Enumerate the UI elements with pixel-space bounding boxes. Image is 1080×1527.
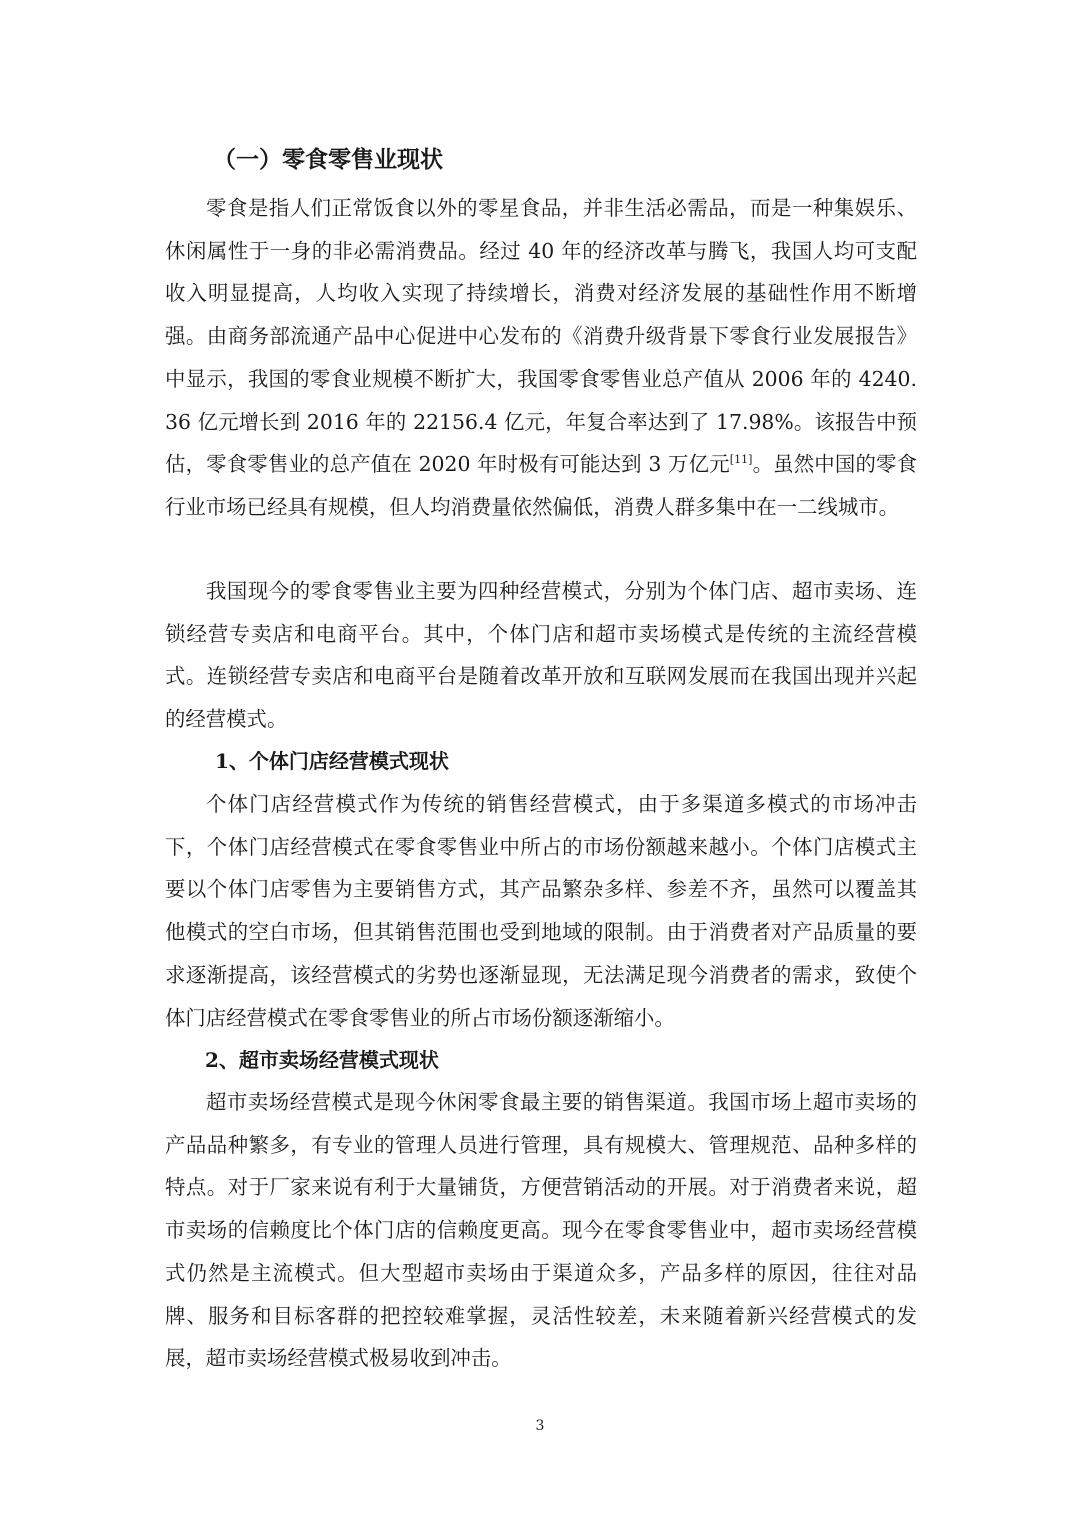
paragraph-snack-definition: [165, 187, 917, 529]
paragraph-text: 零食是指人们正常饭食以外的零星食品，并非生活必需品，而是一种集娱乐、休闲属性于一身的非必需消费品。经过 40 年的经济改革与腾飞，我国人均可支配收入明显提高，人均收入实现了持续增长，消费对经济发展的基础性作用不断增强。由商务部流通产品中心促进中心发布的《消费升级背景下零食行业发展报告》中显示，我国的零食业规模不断扩大，我国零食零售业总产值从 2006 年的 4240.36 亿元增长到 2016 年的 22156.4 亿元，年复合率达到了 17.98%。该报告中预估，零食零售业的总产值在 2020 年时极有可能达到 3 万亿元: [165, 196, 917, 477]
section-title: （一）零食零售业现状: [213, 146, 443, 173]
paragraph-text-tail: 。虽然中国的零食行业市场已经具有规模，但人均消费量依然偏低，消费人群多集中在一二线城市。: [165, 452, 918, 519]
subsection-title-individual-stores: 1、个体门店经营模式现状: [215, 749, 449, 773]
paragraph-business-models: 我国现今的零食零售业主要为四种经营模式，分别为个体门店、超市卖场、连锁经营专卖店和电商平台。其中，个体门店和超市卖场模式是传统的主流经营模式。连锁经营专卖店和电商平台是随着改革开放和互联网发展而在我国出现并兴起的经营模式。: [165, 579, 917, 732]
paragraph-supermarkets: 超市卖场经营模式是现今休闲零食最主要的销售渠道。我国市场上超市卖场的产品品种繁多，有专业的管理人员进行管理，具有规模大、管理规范、品种多样的特点。对于厂家来说有利于大量铺货，方便营销活动的开展。对于消费者来说，超市卖场的信赖度比个体门店的信赖度更高。现今在零食零售业中，超市卖场经营模式仍然是主流模式。但大型超市卖场由于渠道众多，产品多样的原因，往往对品牌、服务和目标客群的把控较难掌握，灵活性较差，未来随着新兴经营模式的发展，超市卖场经营模式极易收到冲击。: [165, 1090, 917, 1371]
subsection-title-supermarkets: 2、超市卖场经营模式现状: [205, 1048, 439, 1072]
paragraph-individual-stores: 个体门店经营模式作为传统的销售经营模式，由于多渠道多模式的市场冲击下，个体门店经营模式在零食零售业中所占的市场份额越来越小。个体门店模式主要以个体门店零售为主要销售方式，其产品繁杂多样、参差不齐，虽然可以覆盖其他模式的空白市场，但其销售范围也受到地域的限制。由于消费者对产品质量的要求逐渐提高，该经营模式的劣势也逐渐显现，无法满足现今消费者的需求，致使个体门店经营模式在零食零售业的所占市场份额逐渐缩小。: [165, 792, 917, 1030]
citation-mark: [11]: [729, 453, 753, 467]
page-number: 3: [535, 1418, 545, 1434]
